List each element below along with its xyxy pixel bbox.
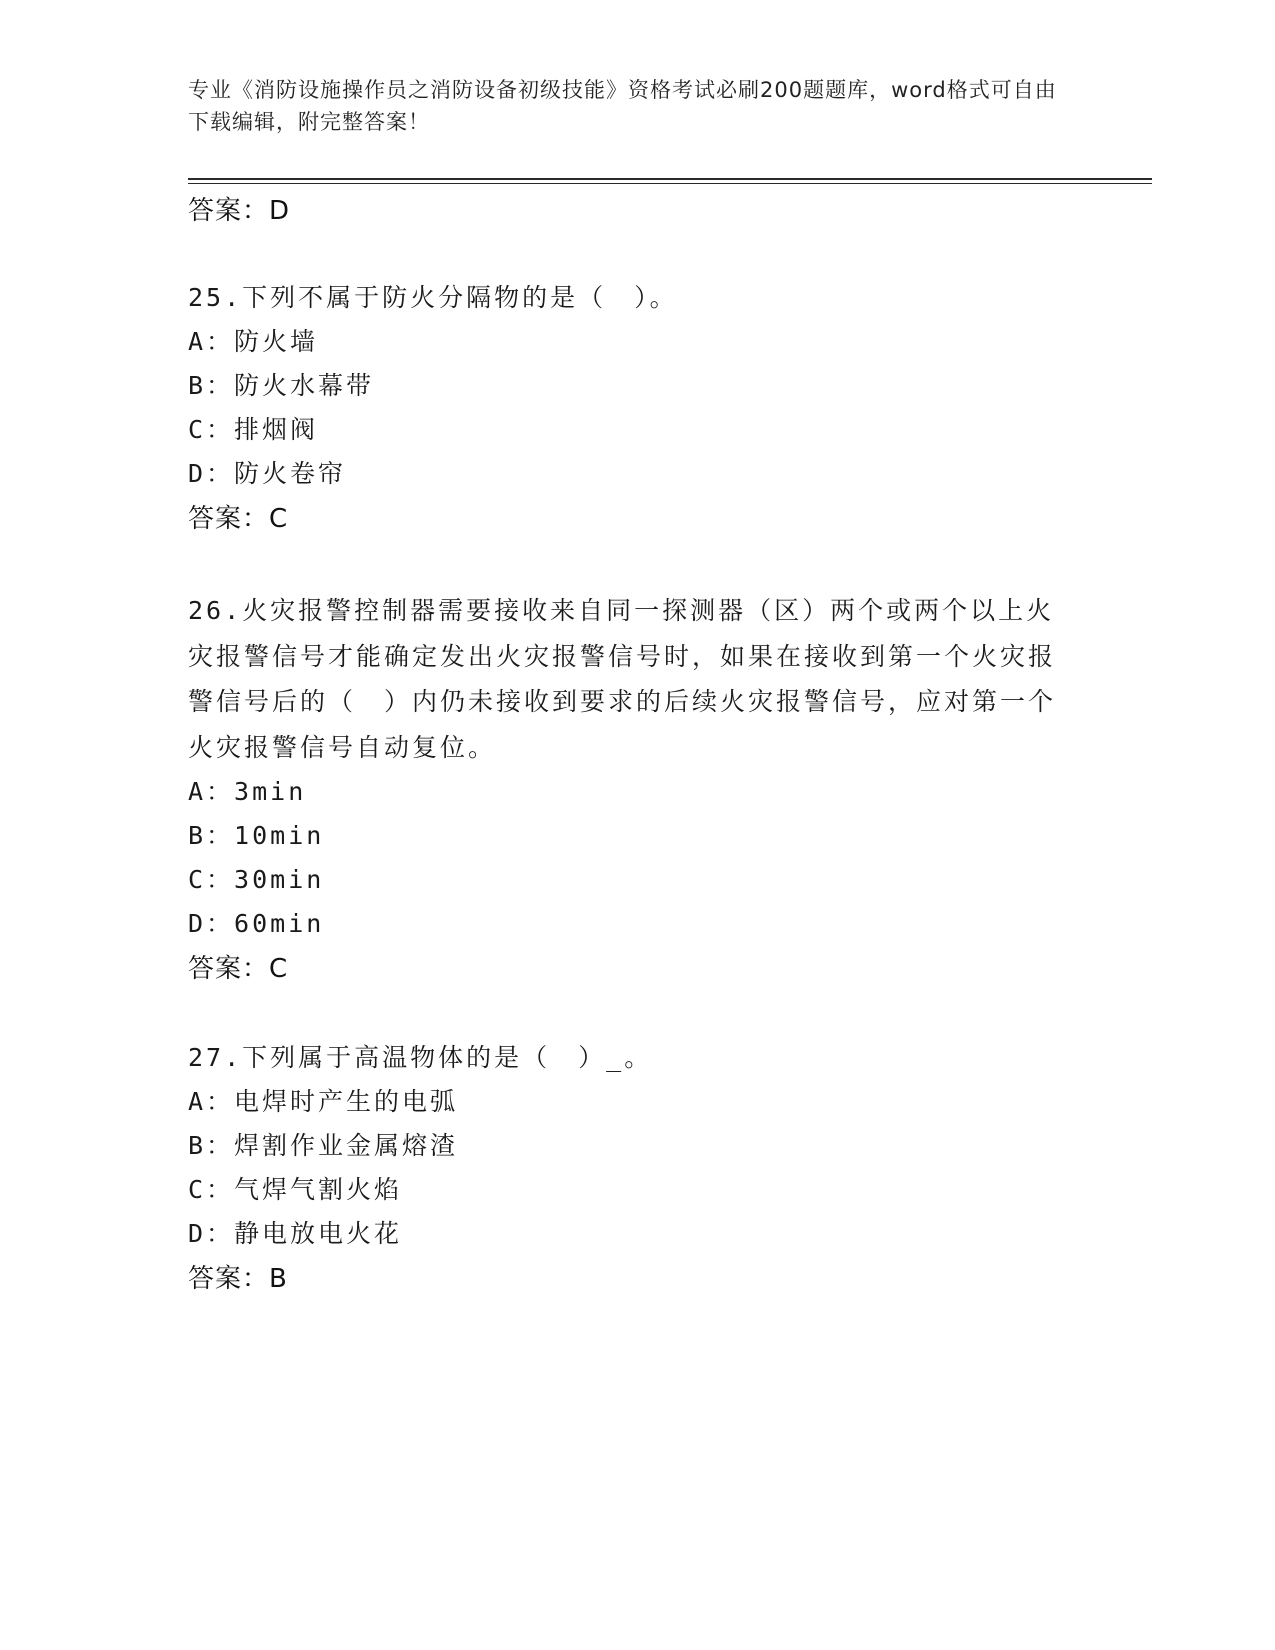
page-header: 专业《消防设施操作员之消防设备初级技能》资格考试必刷200题题库，word格式可自由下载编辑，附完整答案！ xyxy=(188,78,1057,134)
question-26-option-c: C：30min xyxy=(188,865,325,894)
question-27-option-d: D：静电放电火花 xyxy=(188,1219,403,1248)
question-25-answer: 答案：C xyxy=(188,504,289,534)
question-25-option-a: A：防火墙 xyxy=(188,327,319,356)
question-27-stem: 27.下列属于高温物体的是（ ）_。 xyxy=(188,1043,653,1072)
header-divider xyxy=(188,178,1152,180)
question-27-option-c: C：气焊气割火焰 xyxy=(188,1175,403,1204)
question-26-option-a: A：3min xyxy=(188,777,307,806)
question-25-stem: 25.下列不属于防火分隔物的是（ ）。 xyxy=(188,283,678,312)
answer-prev: 答案：D xyxy=(188,196,291,226)
question-25-option-c: C：排烟阀 xyxy=(188,415,319,444)
question-26-answer: 答案：C xyxy=(188,954,289,984)
question-26-option-b: B：10min xyxy=(188,821,325,850)
question-26-stem: 26.火灾报警控制器需要接收来自同一探测器（区）两个或两个以上火灾报警信号才能确定发出火灾报警信号时，如果在接收到第一个火灾报警信号后的（ ）内仍未接收到要求的后续火灾报警信号，应对第一个火灾报警信号自动复位。 xyxy=(188,596,1057,762)
header-divider-thin xyxy=(188,183,1152,184)
question-25-option-b: B：防火水幕带 xyxy=(188,371,375,400)
question-26-option-d: D：60min xyxy=(188,909,325,938)
question-27-option-a: A：电焊时产生的电弧 xyxy=(188,1087,459,1116)
question-27-answer: 答案：B xyxy=(188,1264,288,1294)
question-27-option-b: B：焊割作业金属熔渣 xyxy=(188,1131,459,1160)
question-25-option-d: D：防火卷帘 xyxy=(188,459,347,488)
